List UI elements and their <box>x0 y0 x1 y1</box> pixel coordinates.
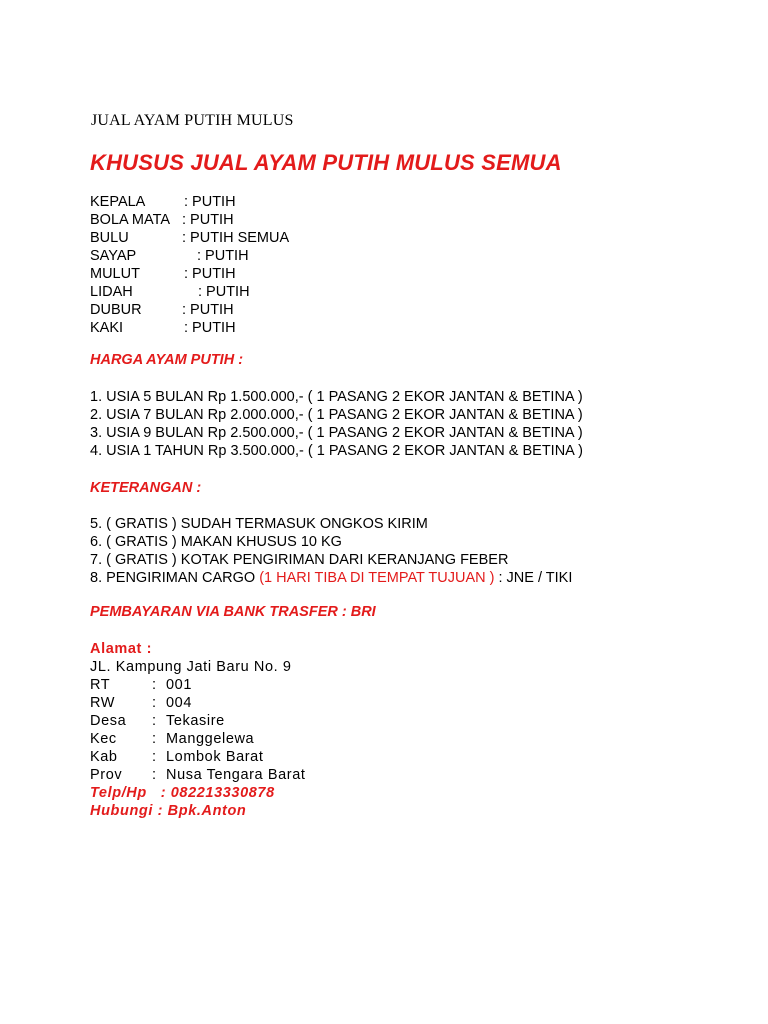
price-item: 1. USIA 5 BULAN Rp 1.500.000,- ( 1 PASANG 2 EKOR JANTAN & BETINA ) <box>90 389 583 405</box>
address-street: JL. Kampung Jati Baru No. 9 <box>90 659 292 675</box>
price-item: 3. USIA 9 BULAN Rp 2.500.000,- ( 1 PASANG 2 EKOR JANTAN & BETINA ) <box>90 425 583 441</box>
address-block <box>90 640 306 820</box>
address-row: RT : 001 <box>90 677 192 693</box>
phone-number: Telp/Hp : 082213330878 <box>90 785 275 801</box>
document-page: JUAL AYAM PUTIH MULUS KHUSUS JUAL AYAM PUTIH MULUS SEMUA KEPALA : PUTIH BOLA MATA : PUTIH BULU : PUTIH SEMUA SAYAP : PUTIH MULUT : PUTIH LIDAH : PUTIH DUBUR : PUTIH KAKI : PUTIH HARGA AYAM PUTIH : 1. USIA 5 BULAN Rp 1.500.000,- ( 1 PASANG 2 EKOR JANTAN & BETINA ) 2. USIA 7 BULAN Rp 2.000.000,- ( 1 PASANG 2 EKOR JANTAN & BETINA ) 3. USIA 9 BULAN Rp 2.500.000,- ( 1 PASANG 2 EKOR JANTAN & BETINA ) 4. USIA 1 TAHUN Rp 3.500.000,- ( 1 PASANG 2 EKOR JANTAN & BETINA ) KETERANGAN : 5. ( GRATIS ) SUDAH TERMASUK ONGKOS KIRIM 6. ( GRATIS ) MAKAN KHUSUS 10 KG 7. ( GRATIS ) KOTAK PENGIRIMAN DARI KERANJANG FEBER 8. PENGIRIMAN CARGO (1 HARI TIBA DI TEMPAT TUJUAN ) : JNE / TIKI PEMBAYARAN VIA BANK TRASFER : BRI Alamat : JL. Kampung Jati Baru No. 9 RT : 001 RW : 004 Desa : Tekasire Kec : Manggelewa Kab : Lombok Barat Prov : Nusa Tengara Barat Telp/Hp : 082213330878 Hubungi : Bpk.Anton <box>90 112 583 819</box>
note-item: 5. ( GRATIS ) SUDAH TERMASUK ONGKOS KIRIM <box>90 516 428 532</box>
contact-person: Hubungi : Bpk.Anton <box>90 803 247 819</box>
address-row: Desa : Tekasire <box>90 713 225 729</box>
note-item: 8. PENGIRIMAN CARGO (1 HARI TIBA DI TEMPAT TUJUAN ) : JNE / TIKI <box>90 570 573 586</box>
price-item: 2. USIA 7 BULAN Rp 2.000.000,- ( 1 PASANG 2 EKOR JANTAN & BETINA ) <box>90 407 583 423</box>
payment-info: PEMBAYARAN VIA BANK TRASFER : BRI <box>90 604 376 620</box>
document-heading: JUAL AYAM PUTIH MULUS <box>91 112 294 129</box>
note-item: 7. ( GRATIS ) KOTAK PENGIRIMAN DARI KERANJANG FEBER <box>90 552 509 568</box>
alamat-heading: Alamat : <box>90 641 153 657</box>
price-list <box>90 388 583 460</box>
document-title: KHUSUS JUAL AYAM PUTIH MULUS SEMUA <box>90 150 562 175</box>
note-item: 6. ( GRATIS ) MAKAN KHUSUS 10 KG <box>90 534 342 550</box>
delivery-time-highlight: (1 HARI TIBA DI TEMPAT TUJUAN ) <box>259 570 495 586</box>
address-row: Kec : Manggelewa <box>90 731 255 747</box>
harga-heading: HARGA AYAM PUTIH : <box>90 352 244 368</box>
address-row: Kab : Lombok Barat <box>90 749 264 765</box>
address-row: Prov : Nusa Tengara Barat <box>90 767 306 783</box>
price-item: 4. USIA 1 TAHUN Rp 3.500.000,- ( 1 PASANG 2 EKOR JANTAN & BETINA ) <box>90 443 583 459</box>
notes-list <box>90 515 572 587</box>
address-row: RW : 004 <box>90 695 192 711</box>
keterangan-heading: KETERANGAN : <box>90 480 202 496</box>
